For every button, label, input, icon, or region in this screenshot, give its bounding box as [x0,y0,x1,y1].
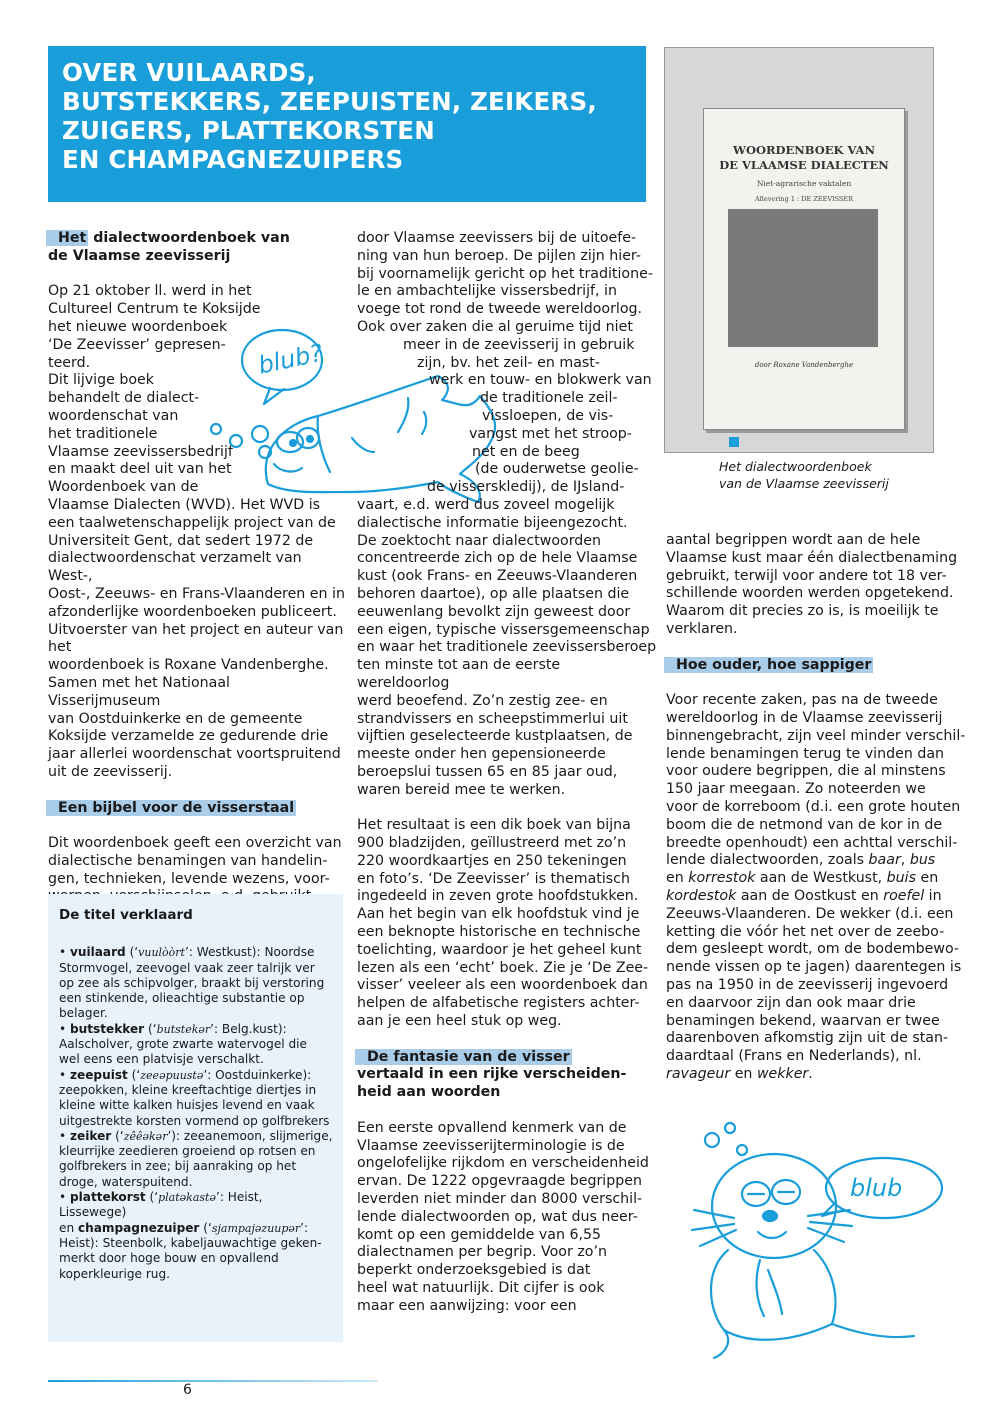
text-line: komt op een gemiddelde van 6,55 [357,1226,602,1243]
term: champagnezuiper [77,1220,200,1235]
paragraph [666,532,966,639]
pron-open: (‘ [111,1128,124,1143]
text-line: Aan het begin van elk hoofdstuk vind je [357,906,640,923]
text-line: meer in de zeevisserij in gebruik [403,336,635,353]
term-tail: ’: Belg.kust): [210,1021,287,1036]
text-line: ten minste tot aan de eerste wereldoorlog [357,657,561,691]
sidebar-title-explained [48,894,343,1342]
paragraph [357,817,657,1031]
article-title [48,46,646,202]
text-line: uit de zeevisserij. [48,763,173,780]
definition [59,1037,333,1068]
text-line: wereldoorlog in de Vlaamse zeevisserij [666,709,943,726]
book-title-line: WOORDENBOEK VAN [733,143,875,157]
sep: aan de Oostkust en [736,887,884,904]
pronunciation: platəkastə [158,1191,216,1205]
text-line: de visserskledij), de IJsland- [427,479,625,496]
subheading-text: de Vlaamse zeevisserij [48,247,231,264]
dialect-word: baar [868,852,901,869]
text-line: Vlaamse zeevissersbedrijf [48,443,233,460]
text-line: Dit lijvige boek [48,372,154,389]
column-2 [357,230,657,1316]
caption-line: Het dialectwoordenboek [719,459,872,474]
sep: en [730,1065,757,1082]
text-line: ning van hun beroep. De pijlen zijn hier- [357,247,641,264]
title-line: EN CHAMPAGNEZUIPERS [62,145,404,174]
text-line: benamingen bekend, waarvan er twee [666,1012,940,1029]
text-line: heel wat natuurlijk. Dit cijfer is ook [357,1280,605,1297]
paragraph [357,230,657,800]
bullet: • [59,945,70,960]
text-line: werk en touw- en blokwerk van [429,372,652,389]
text-line: nende vissen op te jagen) daarentegen is [666,959,962,976]
text-line: ‘De Zeevisser’ gepresen- [48,336,226,353]
text-line: de traditionele zeil- [480,390,618,407]
subheading-text: dialectwoordenboek van [88,230,290,246]
text-line: binnengebracht, zijn veel minder verschil- [666,727,966,744]
text-line: strandvissers en scheepstimmerlui uit [357,710,628,727]
text-line: leverden niet minder dan 8000 verschil- [357,1191,643,1208]
text-line: Aalscholver, grote zwarte watervogel die [59,1037,307,1052]
text-line: net en de beeg [472,443,580,460]
book-cover [703,108,905,430]
text-line: lende benamingen terug te vinden dan [666,745,945,762]
text-line: en maakt deel uit van het [48,461,232,478]
text-line: koperkleurige rug. [59,1266,170,1281]
term-tail: ’: Westkust): Noordse [184,945,315,960]
text-line: werd beoefend. Zo’n zestig zee- en [357,692,608,709]
book-installment: Aflevering 1 : DE ZEEVISSER [754,195,854,203]
dialect-word: roefel [883,887,925,904]
subheading-highlight: Een bijbel voor de visserstaal [46,800,296,816]
pronunciation: zêêəkər [123,1129,168,1143]
photo-caption [719,458,979,492]
text-line: verklaren. [666,620,738,637]
pron-open: (‘ [145,1190,159,1205]
title-line: BUTSTEKKERS, ZEEPUISTEN, ZEIKERS, [62,87,597,116]
text-line: concentreerde zich op de hele Vlaamse [357,550,638,567]
text-line: en daarvoor zijn dan ook maar drie [666,994,916,1011]
text-line: belager. [59,1006,108,1021]
subheading-text: heid aan woorden [357,1084,501,1101]
text-line: ongelofelijke rijkdom en verscheidenheid [357,1155,649,1172]
paragraph [666,692,966,870]
text-line: een eigen, typische vissersgemeenschap [357,621,650,638]
text-line: Op 21 oktober ll. werd in het [48,283,252,300]
subheading-highlight: Het [46,230,88,246]
pron-open: (‘ [199,1220,212,1235]
text-line: breedte openhoudt) een achttal verschil- [666,834,958,851]
dialect-word: ravageur [666,1065,731,1082]
subheading-text: vertaald in een rijke verscheiden- [357,1066,627,1083]
text-line: 150 jaar meegaan. Zo noteerden we [666,781,926,798]
dialect-word: korrestok [688,870,756,887]
text-line: voor oudere begrippen, die al minstens [666,763,946,780]
title-line: ZUIGERS, PLATTEKORSTEN [62,116,435,145]
text-line: visser’ veeleer als een woordenboek dan [357,977,648,994]
text-line: Dit woordenboek geeft een overzicht van [48,835,342,852]
text-line: voor de korreboom (d.i. een grote houten [666,798,961,815]
text-line: Uitvoerster van het project en auteur van het [48,621,344,656]
seal-cartoon [664,1110,974,1370]
text-line: een stinkende, olieachtige substantie op [59,991,305,1006]
book-cover-photo [728,209,878,347]
text-line: waren bereid mee te werken. [357,781,566,798]
text-line: Ook over zaken die al geruime tijd niet [357,318,633,335]
book-subtitle: Niet-agrarische vaktalen [756,179,852,188]
subheading-highlight: De fantasie van de visser [355,1049,572,1065]
dialect-word: kordestok [666,887,737,904]
column-3 [666,532,966,1084]
text-line: dialectische benamingen van handelin- [48,852,328,869]
text-line: boom die de netmond van de kor in de [666,816,943,833]
text-line: droge, waterspuitend. [59,1174,193,1189]
footer-rule [48,1380,378,1382]
term: zeepuist [69,1067,128,1082]
text-line: woordenschat van [48,407,179,424]
text-line: dialectnamen per begrip. Voor zo’n [357,1244,607,1261]
text-line: een taalwetenschappelijk project van de [48,514,336,531]
term: butstekker [69,1021,145,1036]
book-photo [664,47,934,453]
text-line: merkt door hoge bouw en opvallend [59,1251,279,1266]
text-line: het traditionele [48,425,158,442]
text-line: Vlaamse Dialecten (WVD). Het WVD is [48,496,321,513]
text-line: jaar allerlei woordenschat voortspruitend [48,746,341,763]
text-line: lezen als een ‘echt’ boek. Zie je ‘De Zee- [357,959,649,976]
text-line: woordenboek is Roxane Vandenberghe. [48,657,329,674]
text-line: daardtaal (Frans en Nederlands), nl. [666,1048,922,1065]
text-line: ervan. De 1222 opgevraagde begrippen [357,1173,642,1190]
bullet: • [59,1021,70,1036]
text-line: bij voornamelijk gericht op het traditione- [357,265,653,282]
text-line: kleine witte kalken huisjes levend en vaak [59,1098,315,1113]
pronunciation: sjampajəzuupər [211,1221,301,1235]
term-tail: ’): zeeanemoon, slijmerige, [167,1128,333,1143]
text-line: zeepokken, kleine kreeftachtige diertjes in [59,1082,317,1097]
book-title-line: DE VLAAMSE DIALECTEN [719,158,889,172]
text-line: maar een aanwijzing: voor een [357,1297,577,1314]
text-line: ketting die vóór het net over de zeebo- [666,923,945,940]
text-line: Cultureel Centrum te Koksijde [48,301,261,318]
sep: en [666,870,689,887]
text-line: Woordenboek van de [48,479,199,496]
pron-open: (‘ [125,945,139,960]
text-line: dem gesleept wordt, om de bodembewo- [666,941,960,958]
pronunciation: vuulòòrt [138,946,185,960]
bullet: • [59,1190,70,1205]
text-line: toelichting, waardoor je het geheel kunt [357,941,642,958]
text-line: Een eerste opvallend kenmerk van de [357,1119,627,1136]
subheading-highlight: Hoe ouder, hoe sappiger [664,657,873,673]
pron-open: (‘ [144,1021,157,1036]
text-line: Vlaamse kust maar één dialectbenaming [666,549,958,566]
text-line: vangst met het stroop- [469,425,632,442]
conjunction: en [59,1220,78,1235]
sep: in [924,887,942,904]
text-line: pas na 1950 in de zeevisserij ingevoerd [666,976,949,993]
text-line: Voor recente zaken, pas na de tweede [666,692,938,709]
paragraph [357,1120,657,1316]
text-line: Vlaamse zeevisserijterminologie is de [357,1137,625,1154]
text-line: behandelt de dialect- [48,390,200,407]
text-line: Waarom dit precies zo is, is moeilijk te [666,603,939,620]
seal-bubble-text: blub [850,1174,903,1202]
text-line: vissloepen, de vis- [482,407,614,424]
text-line: le en ambachtelijke vissersbedrijf, in [357,283,617,300]
sep: en [916,870,939,887]
term-tail: ’: Oostduinkerke): [203,1067,312,1082]
dialect-word: buis [886,870,917,887]
text-line: uitgestrekte korsten vormend op golfbrekers [59,1113,330,1128]
title-line: OVER VUILAARDS, [62,58,316,87]
text-line: helpen de alfabetische registers achter- [357,995,640,1012]
text-line: Zeeuws-Vlaanderen. De wekker (d.i. een [666,905,954,922]
text-line: gen, technieken, levende wezens, voor- [48,870,330,887]
page-number: 6 [183,1382,192,1398]
sep: , [900,852,910,869]
text-line: door Vlaamse zeevissers bij de uitoefe- [357,230,637,246]
text-line: meeste onder hen gepensioneerde [357,746,606,763]
text-line: aan je een heel stuk op weg. [357,1013,562,1030]
pron-open: (‘ [127,1067,141,1082]
text-line: Heist): Steenbolk, kabeljauwachtige geken- [59,1235,322,1250]
text-line: (de ouderwetse geolie- [475,461,639,478]
term: vuilaard [69,945,126,960]
term-tail: ’: [300,1220,309,1235]
term: zeiker [69,1128,112,1143]
dialect-word: wekker [756,1065,809,1082]
text-line: Oost-, Zeeuws- en Frans-Vlaanderen en in [48,585,345,602]
text-line: golfbrekers in zee; bij aanraking op het [59,1159,297,1174]
text-line: lende dialectwoorden, zoals [666,852,869,869]
text-line: Universiteit Gent, dat sedert 1972 de [48,532,314,549]
text-line: vijftien geselecteerde kustplaatsen, de [357,728,633,745]
sidebar-heading: De titel verklaard [59,907,193,923]
text-line: en foto’s. ‘De Zeevisser’ is thematisch [357,870,630,887]
text-line: Koksijde verzamelde ze gedurende drie [48,728,329,745]
subheading-dictionary [48,230,346,266]
text-line: dialectwoordenschat verzamelt van West-, [48,550,302,585]
text-line: dialectische informatie bijeengezocht. [357,514,628,531]
text-line: kleurrijke zeedieren groeiend op rotsen en [59,1144,316,1159]
pronunciation: zeeəpuustə [140,1068,204,1082]
text-line: De zoektocht naar dialectwoorden [357,532,602,549]
subheading-bible [48,800,346,818]
text-line: 900 bladzijden, geïllustreerd met zo’n [357,835,627,852]
text-line: gebruikt, terwijl voor andere tot 18 ver- [666,567,947,584]
text-line: afzonderlijke woordenboeken publiceert. [48,603,337,620]
text-line: beperkt onderzoeksgebied is dat [357,1262,591,1279]
definition [59,1236,333,1282]
definition [59,1083,333,1129]
book-title [704,143,904,173]
definition [59,961,333,1022]
text-line: voege tot rond de tweede wereldoorlog. [357,301,643,318]
text-line: ingedeeld in zeven grote hoofdstukken. [357,888,639,905]
paragraph [666,906,966,1066]
text-line: Het resultaat is een dik boek van bijna [357,817,631,834]
text-line: van Oostduinkerke en de gemeente [48,710,303,727]
text-line: aantal begrippen wordt aan de hele [666,532,921,548]
caption-marker [729,437,739,447]
fish-bubble-text: blub? [255,338,326,380]
text-line: daarenboven afkomstig zijn uit de stan- [666,1030,949,1047]
sep: aan de Westkust, [755,870,887,887]
bullet: • [59,1128,70,1143]
text-line: 220 woordkaartjes en 250 tekeningen [357,852,627,869]
text-line: kust (ook Frans- en Zeeuws-Vlaanderen [357,568,638,585]
text-line: en waar het traditionele zeevissersberoep [357,639,657,656]
text-line: zijn, bv. het zeil- en mast- [417,354,600,371]
subheading-fantasy [357,1049,657,1102]
text-line: vaart, e.d. werd dus zoveel mogelijk [357,496,615,513]
text-line: op zee als schipvolger, braakt bij verstoring [59,975,325,990]
text-line: een beknopte historische en technische [357,924,641,941]
book-author: door Roxane Vandenberghe [754,361,854,369]
text-line: Samen met het Nationaal Visserijmuseum [48,674,230,709]
text-line: behoren daartoe), op alle plaatsen die [357,585,630,602]
caption-line: van de Vlaamse zeevisserij [719,476,889,491]
text-line: het nieuwe woordenboek [48,318,228,335]
subheading-older [666,657,966,675]
sep: . [808,1065,813,1082]
text-line: teerd. [48,354,91,371]
pronunciation: butstekər [156,1022,211,1036]
dialect-word: bus [909,852,936,869]
bullet: • [59,1067,70,1082]
definition [59,1144,333,1190]
term-tail: ’: Heist, Lissewege) [59,1190,263,1220]
term: plattekorst [69,1190,146,1205]
text-line: eeuwenlang bevolkt zijn geweest door [357,603,631,620]
text-line: schillende woorden werden opgetekend. [666,585,954,602]
text-line: beroepslui tussen 65 en 85 jaar oud, [357,763,618,780]
text-line: wel eens een platvisje verschalkt. [59,1052,264,1067]
text-line: lende dialectwoorden op, wat dus neer- [357,1208,638,1225]
text-line: Stormvogel, zeevogel vaak zeer talrijk ver [59,960,315,975]
